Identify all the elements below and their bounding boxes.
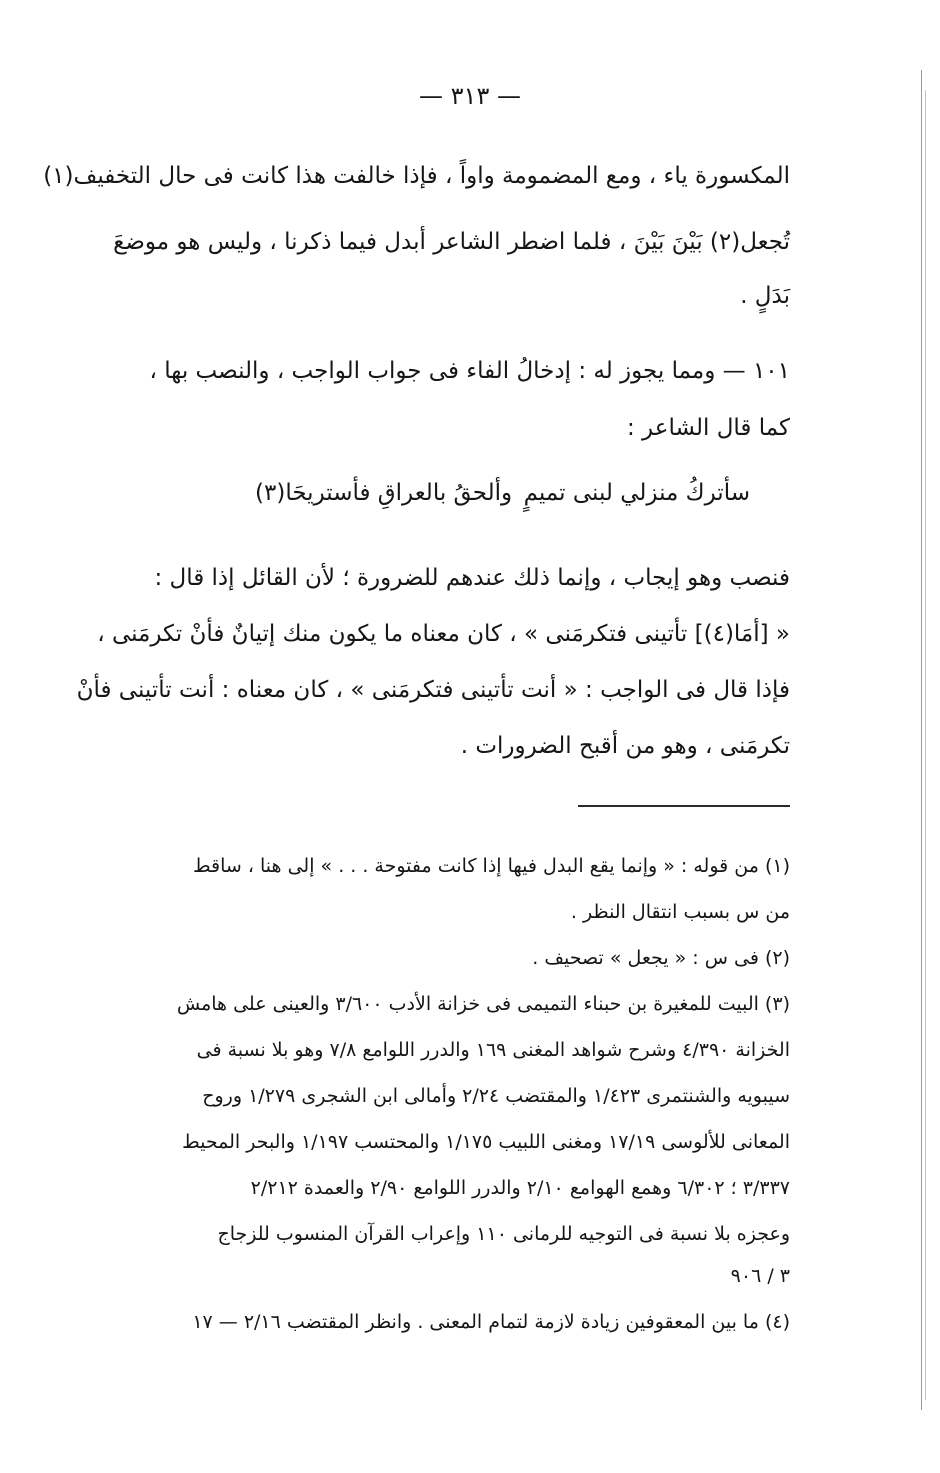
footnote-3-line-6: وعجزه بلا نسبة فى التوجيه للرمانى ١١٠ وإعراب القرآن المنسوب للزجاج (217, 1223, 790, 1245)
footnote-3-line-1: (٣) البيت للمغيرة بن حبناء التميمى فى خزانة الأدب ٣/٦٠٠ والعينى على هامش (176, 993, 790, 1015)
footnote-1-line-1: (١) من قوله : « وإنما يقع البدل فيها إذا كانت مفتوحة . . . » إلى هنا ، ساقط (192, 855, 790, 877)
footnote-3-line-3: سيبويه والشنتمرى ١/٤٢٣ والمقتضب ٢/٢٤ وأمالى ابن الشجرى ١/٢٧٩ وروح (202, 1085, 790, 1107)
body-line-3: بَدَلٍ . (740, 283, 790, 309)
page-edge-line (921, 70, 922, 1410)
footnote-3-line-5: ٣/٣٣٧ ؛ ٦/٣٠٢ وهمع الهوامع ٢/١٠ والدرر اللوامع ٢/٩٠ والعمدة ٢/٢١٢ (250, 1177, 790, 1199)
footnote-4: (٤) ما بين المعقوفين زيادة لازمة لتمام المعنى . وانظر المقتضب ٢/١٦ — ١٧ (192, 1311, 790, 1333)
explanation-line-2: « [أمَا(٤)] تأتينى فتكرمَنى » ، كان معناه ما يكون منك إتيانٌ فأنْ تكرمَنى ، (97, 621, 790, 647)
explanation-line-3: فإذا قال فى الواجب : « أنت تأتينى فتكرمَنى » ، كان معناه : أنت تأتينى فأنْ (76, 677, 790, 703)
explanation-line-1: فنصب وهو إيجاب ، وإنما ذلك عندهم للضرورة ؛ لأن القائل إذا قال : (154, 565, 790, 591)
explanation-line-4: تكرمَنى ، وهو من أقبح الضرورات . (460, 733, 790, 759)
footnote-3-line-4: المعانى للألوسى ١٧/١٩ ومغنى اللبيب ١/١٧٥ والمحتسب ١/١٩٧ والبحر المحيط (182, 1131, 790, 1153)
footnote-divider (578, 805, 790, 807)
footnote-1-line-2: من س بسبب انتقال النظر . (570, 901, 790, 923)
footnote-3-line-7: ٣ / ٩٠٦ (730, 1265, 790, 1287)
verse-first-hemistich: سأتركُ منزلي لبنى تميمٍ (523, 480, 750, 506)
footnote-3-line-2: الخزانة ٤/٣٩٠ وشرح شواهد المغنى ١٦٩ والدرر اللوامع ٧/٨ وهو بلا نسبة فى (196, 1039, 790, 1061)
section-heading-line: ١٠١ — ومما يجوز له : إدخالُ الفاء فى جواب الواجب ، والنصب بها ، (149, 358, 790, 384)
footnote-2: (٢) فى س : « يجعل » تصحيف . (532, 947, 790, 969)
page-edge-line-inner (925, 90, 926, 1400)
body-line-1: المكسورة ياء ، ومع المضمومة واواً ، فإذا خالفت هذا كانت فى حال التخفيف(١) (43, 163, 790, 189)
section-intro-line: كما قال الشاعر : (627, 415, 790, 441)
page-number: — ٣١٣ — (419, 82, 521, 110)
verse-second-hemistich: وألحقُ بالعراقِ فأستريحَا(٣) (255, 480, 513, 506)
body-line-2: تُجعل(٢) بَيْنَ بَيْنَ ، فلما اضطر الشاعر أبدل فيما ذكرنا ، وليس هو موضعَ (113, 229, 790, 255)
